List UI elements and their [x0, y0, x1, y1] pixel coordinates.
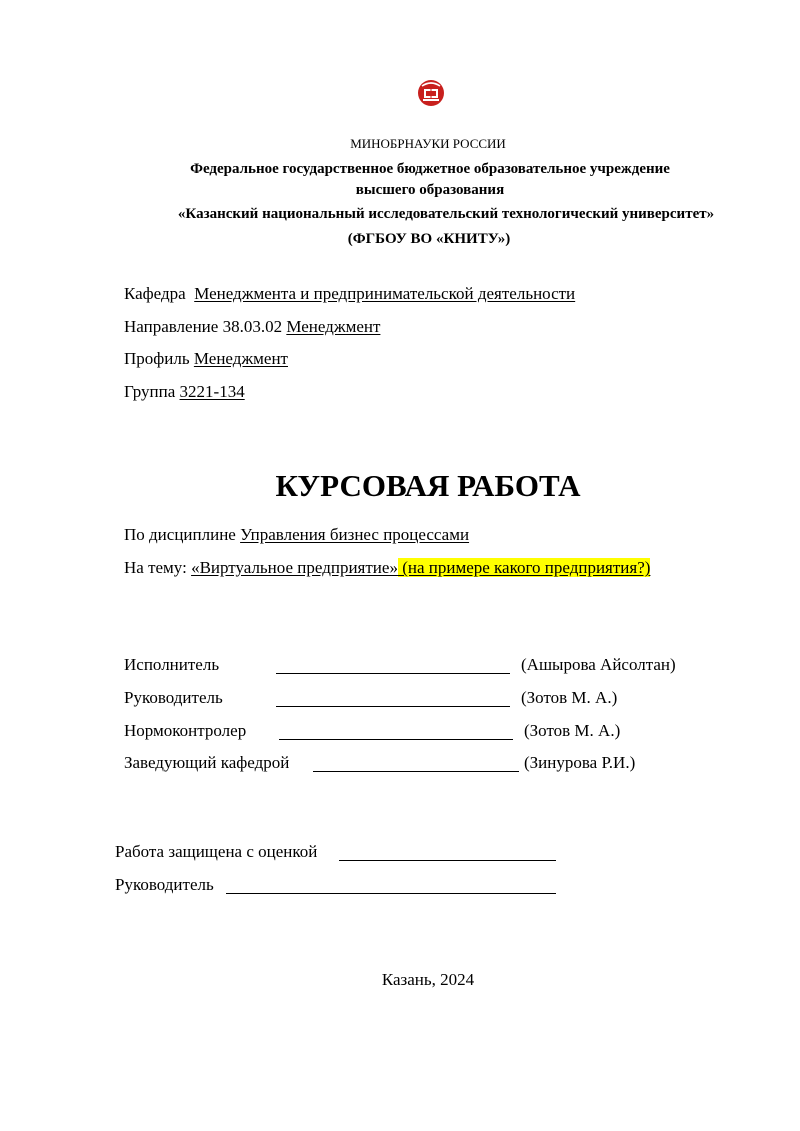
group-value: 3221-134: [179, 382, 245, 401]
discipline-value: Управления бизнес процессами: [240, 525, 470, 544]
signature-line-head: [313, 771, 519, 772]
profile-label: Профиль: [124, 349, 190, 368]
department-label: Кафедра: [124, 284, 186, 303]
direction-row: [124, 317, 380, 337]
document-title: КУРСОВАЯ РАБОТА: [275, 468, 581, 503]
profile-row: [124, 349, 288, 369]
grade-label: Работа защищена с оценкой: [115, 842, 318, 861]
signature-line-normcontrol: [279, 739, 513, 740]
signature-name-executor: (Ашырова Айсолтан): [521, 655, 676, 674]
grade-line: [339, 860, 556, 861]
defense-supervisor-line: [226, 893, 556, 894]
city-year: Казань, 2024: [381, 970, 475, 989]
signature-role-normcontrol: Нормоконтролер: [124, 721, 247, 740]
signature-role-head: Заведующий кафедрой: [124, 753, 290, 772]
discipline-label: По дисциплине: [124, 525, 236, 544]
signature-role-supervisor: Руководитель: [124, 688, 223, 707]
signature-line-supervisor: [276, 706, 510, 707]
topic-label: На тему:: [124, 558, 187, 577]
direction-label: Направление 38.03.02: [124, 317, 283, 336]
group-label: Группа: [124, 382, 176, 401]
ministry-name: МИНОБРНАУКИ РОССИИ: [350, 136, 506, 151]
topic-value: «Виртуальное предприятие»: [191, 558, 398, 577]
signature-name-supervisor: (Зотов М. А.): [521, 688, 618, 707]
signature-line-executor: [276, 673, 510, 674]
department-row: [124, 284, 575, 304]
org-line-3: «Казанский национальный исследовательский технологический университет»: [177, 206, 715, 222]
profile-value: Менеджмент: [193, 349, 288, 368]
university-logo-icon: [416, 78, 446, 108]
org-line-4: (ФГБОУ ВО «КНИТУ»): [347, 231, 511, 247]
signature-name-head: (Зинурова Р.И.): [524, 753, 636, 772]
topic-highlighted-note: (на примере какого предприятия?): [397, 558, 651, 577]
discipline-row: [124, 525, 469, 545]
defense-supervisor-label: Руководитель: [115, 875, 214, 894]
department-value: Менеджмента и предпринимательской деятельности: [194, 284, 576, 303]
org-line-2: высшего образования: [355, 182, 505, 198]
signature-role-executor: Исполнитель: [124, 655, 220, 674]
org-line-1: Федеральное государственное бюджетное образовательное учреждение: [190, 161, 670, 177]
direction-value: Менеджмент: [286, 317, 381, 336]
signature-name-normcontrol: (Зотов М. А.): [524, 721, 621, 740]
group-row: [124, 382, 245, 402]
topic-row: [124, 558, 650, 578]
